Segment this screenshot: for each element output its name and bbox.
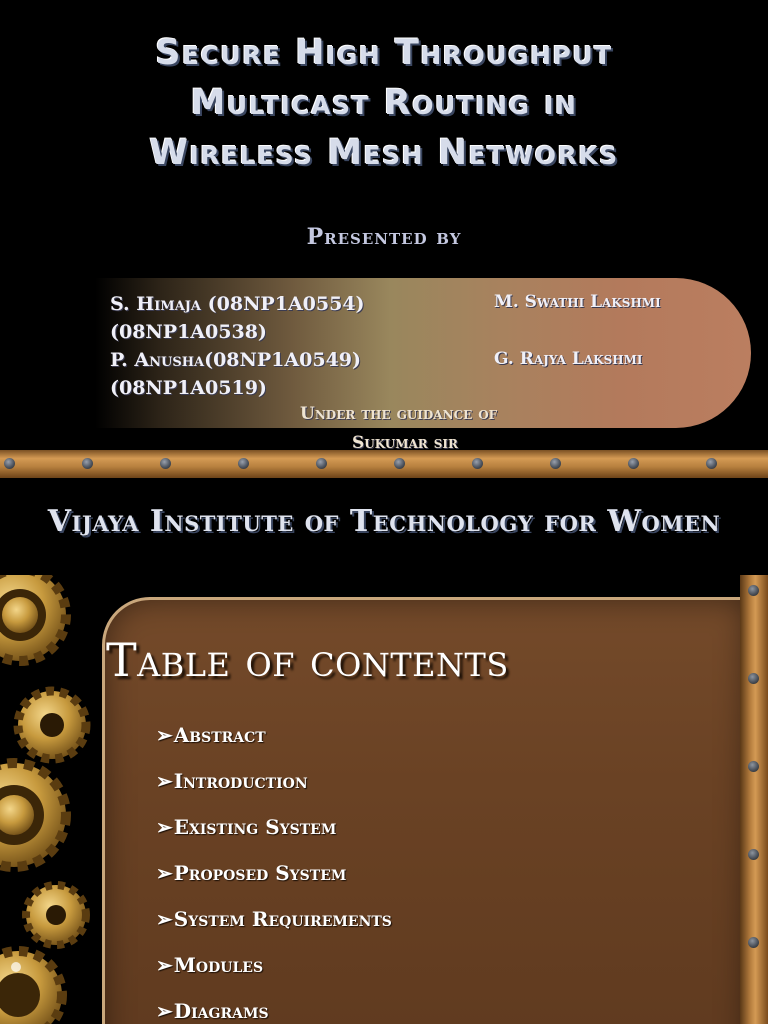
rivet-icon (748, 761, 759, 772)
contents-list (156, 723, 392, 1024)
rivet-icon (628, 458, 639, 469)
rivet-icon (4, 458, 15, 469)
title-line-2: Multicast Routing in (190, 83, 578, 123)
gear-icon (0, 951, 62, 1024)
rivet-icon (748, 849, 759, 860)
arrowhead-bullet-icon: ➢ (156, 999, 173, 1023)
arrowhead-bullet-icon: ➢ (156, 953, 173, 977)
gear-icon (26, 885, 86, 945)
guidance-label: Under the guidance of (300, 404, 498, 424)
rivet-icon (706, 458, 717, 469)
author-1: S. Himaja (08NP1A0554) (110, 293, 365, 315)
arrowhead-bullet-icon: ➢ (156, 861, 173, 885)
gear-icon (18, 691, 86, 759)
title-line-1: Secure High Throughput (155, 33, 613, 73)
rivet-icon (238, 458, 249, 469)
list-item: ➢Introduction (156, 769, 308, 793)
arrowhead-bullet-icon: ➢ (156, 723, 173, 747)
author-4-roll: (08NP1A0519) (110, 377, 267, 399)
arrowhead-bullet-icon: ➢ (156, 907, 173, 931)
title-line-3: Wireless Mesh Networks (149, 133, 619, 173)
author-3: P. Anusha(08NP1A0549) (110, 349, 362, 371)
author-2-roll: (08NP1A0538) (110, 321, 267, 343)
rivet-icon (472, 458, 483, 469)
institution-name: Vijaya Institute of Technology for Women (47, 504, 721, 539)
list-item: ➢Diagrams (156, 999, 269, 1023)
rivet-icon (748, 585, 759, 596)
rivet-icon (316, 458, 327, 469)
rivet-icon (550, 458, 561, 469)
gear-icon (0, 763, 66, 867)
list-item: ➢Proposed System (156, 861, 347, 885)
presented-by-heading: Presented by (306, 224, 462, 250)
author-2: M. Swathi Lakshmi (494, 292, 661, 312)
list-item: ➢Modules (156, 953, 264, 977)
rivet-icon (160, 458, 171, 469)
arrowhead-bullet-icon: ➢ (156, 769, 173, 793)
guide-name: Sukumar sir (352, 433, 458, 453)
author-4: G. Rajya Lakshmi (494, 349, 643, 369)
contents-title: Table of contents (106, 633, 509, 687)
bronze-divider-bar (0, 450, 768, 478)
rivet-icon (748, 937, 759, 948)
arrowhead-bullet-icon: ➢ (156, 815, 173, 839)
list-item: ➢Abstract (156, 723, 266, 747)
presentation-title (0, 28, 768, 178)
rivet-icon (748, 673, 759, 684)
rivet-icon (82, 458, 93, 469)
gear-decoration (0, 575, 92, 1024)
list-item: ➢System Requirements (156, 907, 392, 931)
gear-icon (0, 575, 66, 661)
rivet-icon (394, 458, 405, 469)
list-item: ➢Existing System (156, 815, 337, 839)
bronze-side-rail (740, 575, 768, 1024)
contents-slide (0, 575, 768, 1024)
authors-list (110, 290, 365, 402)
